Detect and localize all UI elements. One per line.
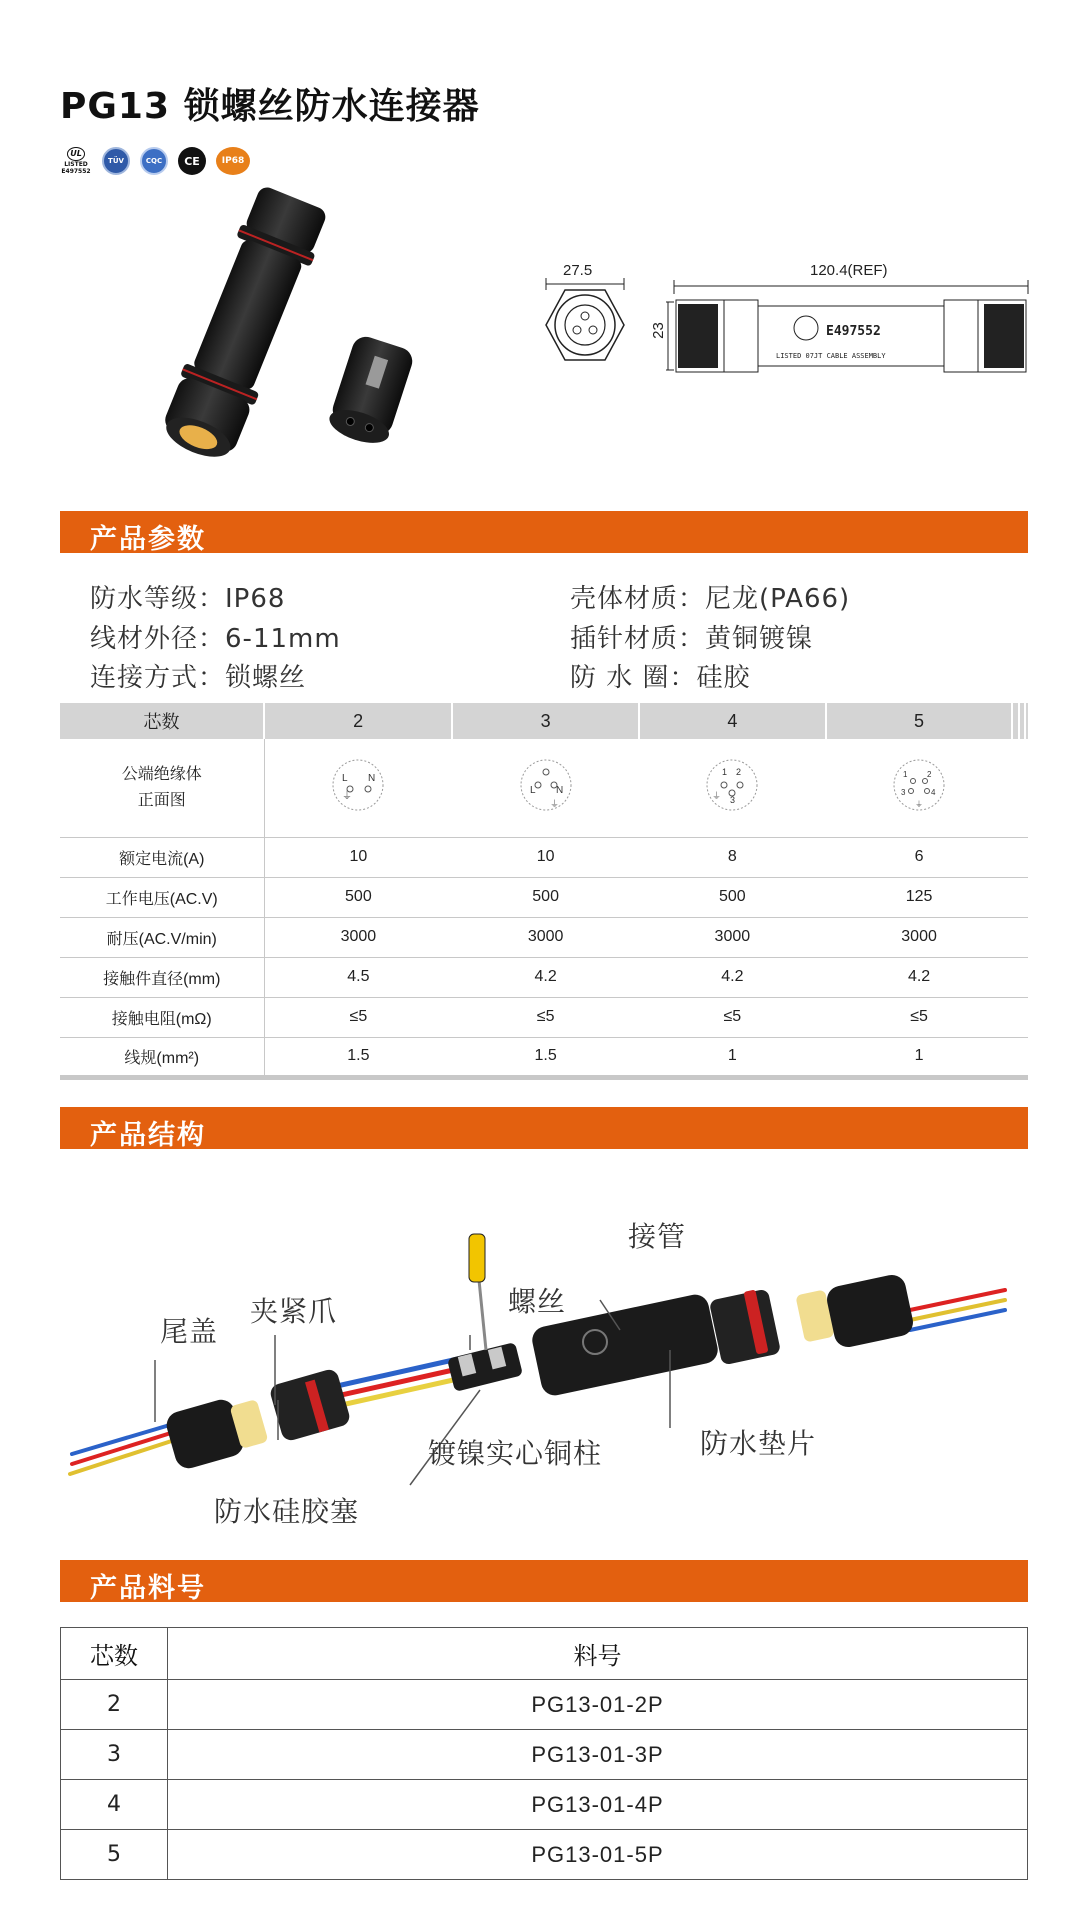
spec-row-rated-current xyxy=(60,837,1028,877)
callout-screw: 螺丝 xyxy=(508,1285,567,1318)
insulator-face-2p-icon xyxy=(328,755,388,815)
param-housing-material: 壳体材质：尼龙(PA66) xyxy=(570,584,851,614)
spec-cell: 10 xyxy=(264,837,452,877)
spec-table xyxy=(60,703,1028,1080)
spec-cell: 500 xyxy=(264,877,452,917)
spec-cell: 6 xyxy=(826,837,1013,877)
param-pin-material: 插针材质：黄铜镀镍 xyxy=(570,624,814,654)
page-title: PG13 锁螺丝防水连接器 xyxy=(60,86,480,127)
part-cores-cell: 5 xyxy=(61,1830,168,1880)
insulator-face-4p-icon xyxy=(702,755,762,815)
svg-text:N: N xyxy=(368,773,376,785)
svg-text:1: 1 xyxy=(903,770,908,780)
table-row xyxy=(61,1680,1028,1730)
spec-cell: 3000 xyxy=(826,917,1013,957)
column-header-cores: 芯数 xyxy=(61,1628,168,1680)
section-header-part-numbers: 产品料号 xyxy=(60,1560,1028,1602)
header-cores-label: 芯数 xyxy=(60,703,264,739)
spec-cell: 125 xyxy=(826,877,1013,917)
spec-row-contact-resistance xyxy=(60,997,1028,1037)
callout-tail-cap: 尾盖 xyxy=(160,1315,219,1348)
part-number-cell: PG13-01-4P xyxy=(168,1780,1028,1830)
callout-coupler: 接管 xyxy=(628,1220,687,1253)
svg-text:4: 4 xyxy=(931,788,936,798)
spec-row-label: 线规(mm²) xyxy=(60,1037,264,1077)
insulator-face-5p-icon xyxy=(889,755,949,815)
part-number-cell: PG13-01-5P xyxy=(168,1830,1028,1880)
part-cores-cell: 4 xyxy=(61,1780,168,1830)
svg-text:E497552: E497552 xyxy=(826,324,881,339)
spec-cell: ≤5 xyxy=(452,997,639,1037)
end-view-dimension xyxy=(540,278,630,290)
column-header-part: 料号 xyxy=(168,1628,1028,1680)
spec-cell: 3000 xyxy=(639,917,826,957)
callout-clamp-claw: 夹紧爪 xyxy=(250,1295,338,1328)
part-table-header xyxy=(61,1628,1028,1680)
table-row xyxy=(61,1830,1028,1880)
section-header-structure: 产品结构 xyxy=(60,1107,1028,1149)
spec-cell: 1.5 xyxy=(452,1037,639,1077)
spec-cell: ≤5 xyxy=(826,997,1013,1037)
table-row xyxy=(61,1730,1028,1780)
spec-row-insulator-face xyxy=(60,739,1028,837)
header-core-count: 5 xyxy=(826,703,1013,739)
callout-copper-post: 镀镍实心铜柱 xyxy=(428,1437,603,1470)
spec-cell: 1 xyxy=(639,1037,826,1077)
table-row xyxy=(61,1780,1028,1830)
face-row-label: 正面图 xyxy=(137,791,186,809)
part-number-table xyxy=(60,1627,1028,1880)
param-connection-method: 连接方式：锁螺丝 xyxy=(90,663,307,693)
spec-cell: 4.2 xyxy=(826,957,1013,997)
spec-row-label: 接触件直径(mm) xyxy=(60,957,264,997)
part-cores-cell: 2 xyxy=(61,1680,168,1730)
svg-text:⏚: ⏚ xyxy=(712,791,722,802)
spec-cell: ≤5 xyxy=(639,997,826,1037)
header-core-count: 3 xyxy=(452,703,639,739)
svg-text:2: 2 xyxy=(927,770,932,780)
side-view-drawing xyxy=(666,280,1036,380)
spec-cell: 1.5 xyxy=(264,1037,452,1077)
spec-cell: 4.2 xyxy=(452,957,639,997)
part-cores-cell: 3 xyxy=(61,1730,168,1780)
svg-text:L: L xyxy=(342,773,348,785)
spec-row-label: 额定电流(A) xyxy=(60,837,264,877)
header-core-count: 2 xyxy=(264,703,452,739)
part-number-cell: PG13-01-3P xyxy=(168,1730,1028,1780)
param-seal-ring: 防 水 圈：硅胶 xyxy=(570,663,751,693)
spec-row-label: 接触电阻(mΩ) xyxy=(60,997,264,1037)
header-empty-cell xyxy=(1025,703,1028,739)
param-waterproof-rating: 防水等级：IP68 xyxy=(90,584,286,614)
end-view-drawing xyxy=(540,280,630,380)
face-row-label: 公端绝缘体 xyxy=(121,765,202,783)
spec-table-header xyxy=(60,703,1028,739)
svg-text:⏚: ⏚ xyxy=(549,799,559,810)
spec-row-withstand-voltage xyxy=(60,917,1028,957)
spec-cell: 8 xyxy=(639,837,826,877)
svg-text:N: N xyxy=(555,785,563,797)
spec-cell: 3000 xyxy=(264,917,452,957)
svg-text:L: L xyxy=(529,785,536,797)
certification-marks xyxy=(60,144,250,178)
spec-cell: 1 xyxy=(826,1037,1013,1077)
spec-row-working-voltage xyxy=(60,877,1028,917)
spec-cell: ≤5 xyxy=(264,997,452,1037)
ce-mark-icon: CE xyxy=(178,147,206,175)
height-dimension: 23 xyxy=(649,322,667,339)
svg-text:3: 3 xyxy=(901,788,906,798)
spec-row-contact-diameter xyxy=(60,957,1028,997)
product-photo xyxy=(140,180,440,470)
tuv-mark-icon: TÜV xyxy=(102,147,130,175)
header-core-count: 4 xyxy=(639,703,826,739)
cqc-mark-icon: CQC xyxy=(140,147,168,175)
spec-cell: 500 xyxy=(452,877,639,917)
spec-cell: 500 xyxy=(639,877,826,917)
length-dimension: 120.4(REF) xyxy=(810,262,888,279)
svg-text:3: 3 xyxy=(730,795,736,806)
callout-gasket: 防水垫片 xyxy=(700,1427,817,1460)
ip68-mark-icon: IP68 xyxy=(216,147,250,175)
spec-row-label: 工作电压(AC.V) xyxy=(60,877,264,917)
spec-cell: 4.2 xyxy=(639,957,826,997)
spec-cell: 3000 xyxy=(452,917,639,957)
callout-silicone-plug: 防水硅胶塞 xyxy=(214,1495,360,1528)
ul-mark-icon: UL LISTED E497552 xyxy=(61,149,91,175)
svg-text:1: 1 xyxy=(722,767,728,778)
svg-text:⏚: ⏚ xyxy=(915,800,924,810)
spec-row-wire-gauge xyxy=(60,1037,1028,1077)
spec-cell: 4.5 xyxy=(264,957,452,997)
svg-text:⏚: ⏚ xyxy=(342,791,353,803)
svg-text:2: 2 xyxy=(736,767,742,778)
insulator-face-3p-icon xyxy=(516,755,576,815)
section-header-params: 产品参数 xyxy=(60,511,1028,553)
svg-text:LISTED 07JT CABLE ASSEMBLY: LISTED 07JT CABLE ASSEMBLY xyxy=(776,352,886,360)
spec-cell: 10 xyxy=(452,837,639,877)
diameter-dimension: 27.5 xyxy=(563,262,593,279)
part-number-cell: PG13-01-2P xyxy=(168,1680,1028,1730)
spec-row-label: 耐压(AC.V/min) xyxy=(60,917,264,957)
param-cable-diameter: 线材外径：6-11mm xyxy=(90,624,341,654)
